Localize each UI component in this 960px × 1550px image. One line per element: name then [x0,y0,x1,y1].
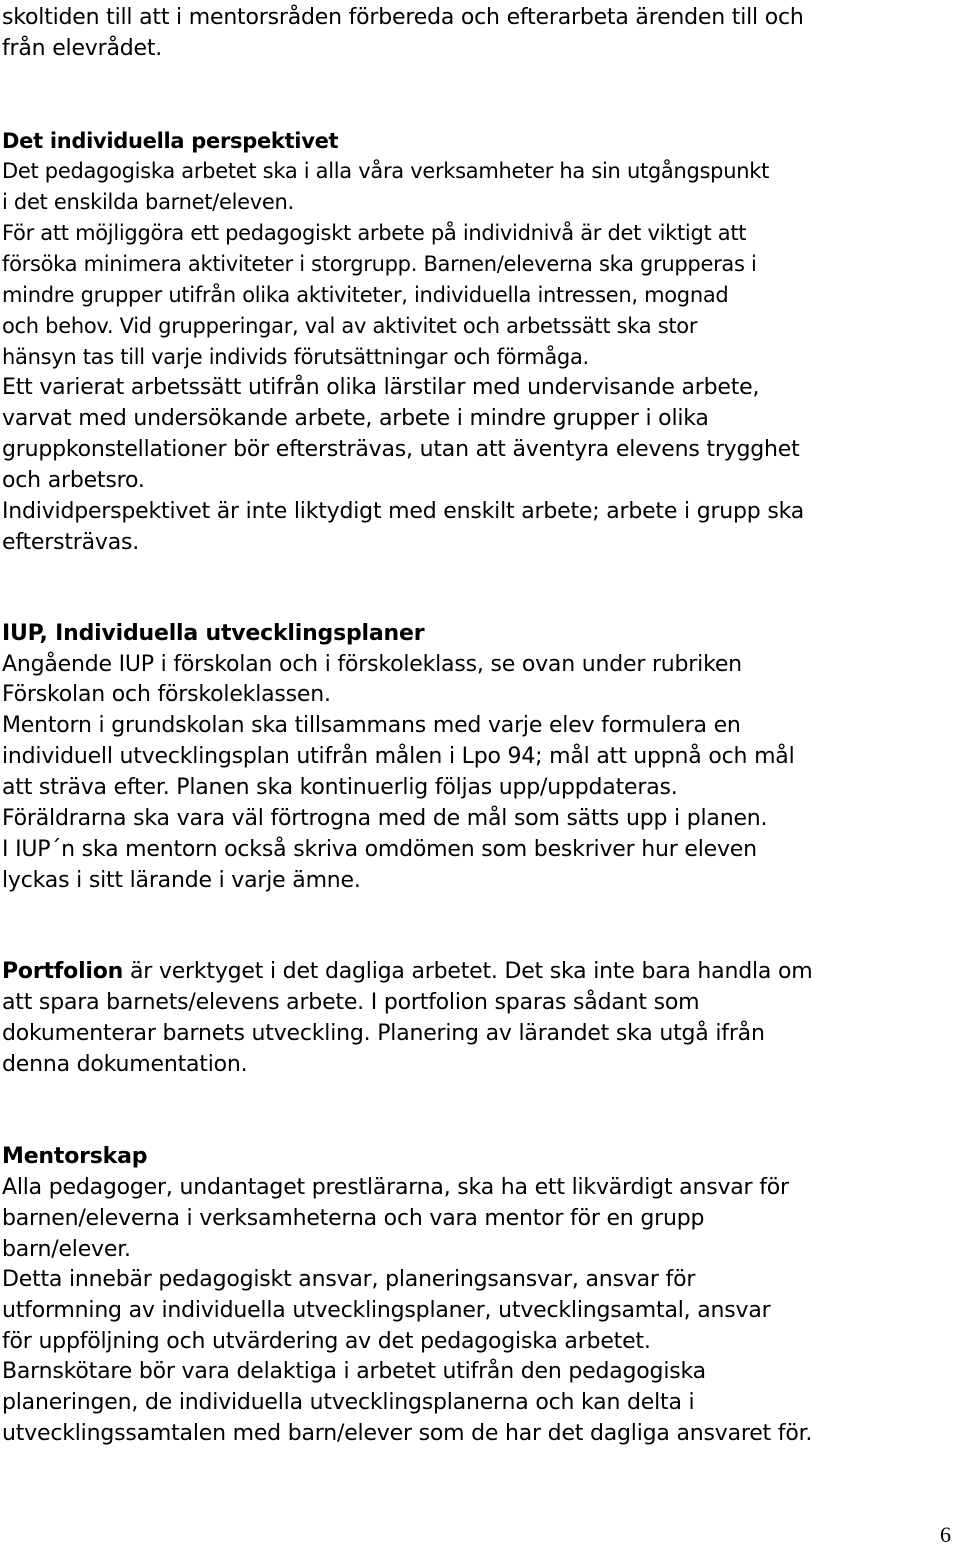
paragraph-line-rest: är verktyget i det dagliga arbetet. Det ska inte bara handla om [123,959,813,984]
paragraph-line: hänsyn tas till varje individs förutsättningar och förmåga. [2,345,589,369]
paragraph-line: och arbetsro. [2,468,145,493]
paragraph-line: försöka minimera aktiviteter i storgrupp. Barnen/eleverna ska grupperas i [2,252,757,276]
paragraph-line: dokumenterar barnets utveckling. Planering av lärandet ska utgå ifrån [2,1021,765,1046]
paragraph-line: Ett varierat arbetssätt utifrån olika lärstilar med undervisande arbete, [2,375,760,400]
paragraph-line: skoltiden till att i mentorsråden förbereda och efterarbeta ärenden till och [2,5,804,30]
paragraph-line: mindre grupper utifrån olika aktiviteter, individuella intressen, mognad [2,283,729,307]
section-heading-individual-perspective: Det individuella perspektivet [2,129,339,153]
paragraph-line: från elevrådet. [2,36,163,61]
paragraph-line: Mentorn i grundskolan ska tillsammans med varje elev formulera en [2,713,741,738]
section-heading-iup: IUP, Individuella utvecklingsplaner [2,621,425,646]
paragraph-line [2,957,812,987]
paragraph-line: att sträva efter. Planen ska kontinuerlig följas upp/uppdateras. [2,775,678,800]
paragraph-line: I IUP´n ska mentorn också skriva omdömen som beskriver hur eleven [2,837,757,862]
paragraph-line: för uppföljning och utvärdering av det pedagogiska arbetet. [2,1329,651,1354]
paragraph-line: och behov. Vid grupperingar, val av aktivitet och arbetssätt ska stor [2,314,698,338]
paragraph-line: individuell utvecklingsplan utifrån målen i Lpo 94; mål att uppnå och mål [2,744,795,769]
paragraph-line: Alla pedagoger, undantaget prestlärarna, ska ha ett likvärdigt ansvar för [2,1175,789,1200]
paragraph-line: denna dokumentation. [2,1052,248,1077]
paragraph-line: För att möjliggöra ett pedagogiskt arbete på individnivå är det viktigt att [2,221,747,245]
paragraph-line: Individperspektivet är inte liktydigt med enskilt arbete; arbete i grupp ska [2,499,805,524]
paragraph-line: Föräldrarna ska vara väl förtrogna med de mål som sätts upp i planen. [2,806,768,831]
section-heading-mentorship: Mentorskap [2,1144,148,1169]
paragraph-line: lyckas i sitt lärande i varje ämne. [2,868,361,893]
paragraph-line: planeringen, de individuella utvecklingsplanerna och kan delta i [2,1390,695,1415]
paragraph-line: eftersträvas. [2,530,140,555]
paragraph-line: i det enskilda barnet/eleven. [2,190,294,214]
portfolio-term: Portfolion [2,959,124,984]
paragraph-line: Angående IUP i förskolan och i förskoleklass, se ovan under rubriken [2,652,742,677]
paragraph-line: barnen/eleverna i verksamheterna och vara mentor för en grupp [2,1206,705,1231]
paragraph-line: att spara barnets/elevens arbete. I portfolion sparas sådant som [2,990,700,1015]
paragraph-line: Detta innebär pedagogiskt ansvar, planeringsansvar, ansvar för [2,1267,696,1292]
paragraph-line: Barnskötare bör vara delaktiga i arbetet utifrån den pedagogiska [2,1359,706,1384]
paragraph-line: utvecklingssamtalen med barn/elever som de har det dagliga ansvaret för. [2,1421,813,1446]
paragraph-line: utformning av individuella utvecklingsplaner, utvecklingsamtal, ansvar [2,1298,771,1323]
paragraph-line: Förskolan och förskoleklassen. [2,682,331,707]
page-number: 6 [940,1522,951,1547]
paragraph-line: gruppkonstellationer bör eftersträvas, utan att äventyra elevens trygghet [2,437,800,462]
paragraph-line: Det pedagogiska arbetet ska i alla våra verksamheter ha sin utgångspunkt [2,159,770,183]
paragraph-line: varvat med undersökande arbete, arbete i mindre grupper i olika [2,406,709,431]
paragraph-line: barn/elever. [2,1237,131,1262]
